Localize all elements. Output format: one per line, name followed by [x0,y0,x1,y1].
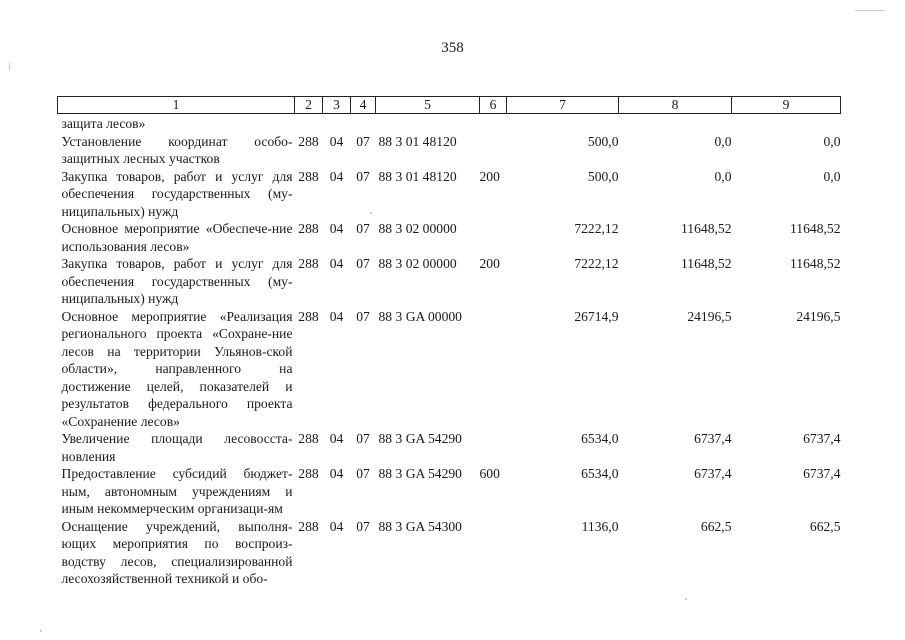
row-col6 [480,430,507,465]
row-name: Увеличение площади лесовосста-новления [61,431,293,464]
scan-speck [685,598,687,600]
row-name: защита лесов» [61,116,146,131]
row-col5: 88 3 01 48120 [378,133,457,149]
row-col8: 24196,5 [687,308,732,324]
row-col5: 88 3 GA 00000 [378,308,462,324]
row-col2: 288 [298,256,319,271]
row-col8: 662,5 [700,518,732,534]
row-col8 [619,114,732,133]
row-col7: 26714,9 [574,308,619,324]
col-header-4: 4 [351,97,376,114]
row-col4: 07 [356,133,370,149]
row-col7: 7222,12 [574,256,619,271]
row-col6 [480,308,507,431]
scan-speck [855,10,885,11]
row-col3: 04 [329,518,344,534]
col-header-1: 1 [58,97,295,114]
row-col9 [732,114,841,133]
row-col3: 04 [329,431,344,446]
table-row [58,518,841,588]
row-col5: 88 3 02 00000 [378,256,457,271]
scan-speck [9,63,10,71]
row-col4: 07 [356,431,370,446]
row-name: Предоставление субсидий бюджет-ным, автономным учреждениям и иным некоммерческим организаци-ям [61,466,293,516]
table-row [58,133,841,168]
row-col2: 288 [298,308,319,324]
row-name: Основное мероприятие «Обеспече-ние использования лесов» [61,221,293,254]
row-col6 [480,114,507,133]
row-col5: 88 3 GA 54290 [378,431,462,446]
row-col6 [480,220,507,255]
row-col7: 6534,0 [581,466,619,481]
row-col2: 288 [298,221,319,236]
row-col5 [376,114,480,133]
row-col8: 6737,4 [694,466,732,481]
table-row [58,430,841,465]
col-header-9: 9 [732,97,841,114]
row-col2: 288 [298,431,319,446]
col-header-6: 6 [480,97,507,114]
table-row [58,220,841,255]
row-col9: 11648,52 [790,221,841,236]
row-col3: 04 [329,133,344,149]
row-col4 [351,114,376,133]
budget-table [57,96,841,588]
scan-speck [40,630,42,632]
row-col5: 88 3 02 00000 [378,221,457,236]
col-header-3: 3 [323,97,351,114]
row-col9: 0,0 [823,168,841,184]
row-col4: 07 [356,168,370,184]
table-row [58,255,841,308]
row-name: Закупка товаров, работ и услуг для обеспечения государственных (му-ниципальных) нужд [61,168,293,219]
table-header-row [58,97,841,114]
row-col2: 288 [298,133,319,149]
row-col7: 1136,0 [581,518,619,534]
row-col6: 200 [479,168,500,184]
row-col2 [295,114,323,133]
scan-speck [370,212,372,214]
row-col7 [507,114,619,133]
row-col7: 500,0 [587,168,619,184]
col-header-5: 5 [376,97,480,114]
row-col6 [480,518,507,588]
row-col3: 04 [329,466,344,481]
row-col8: 6737,4 [694,431,732,446]
row-col3: 04 [329,221,344,236]
page-number: 358 [441,40,464,56]
row-name: Установление координат особо-защитных лесных участков [61,133,293,166]
row-col8: 11648,52 [681,221,732,236]
table-row [58,168,841,221]
row-col6 [480,133,507,168]
row-col8: 0,0 [714,168,732,184]
row-col4: 07 [356,466,370,481]
row-name: Закупка товаров, работ и услуг для обеспечения государственных (му-ниципальных) нужд [61,256,293,306]
row-col8: 11648,52 [681,256,732,271]
row-col9: 662,5 [809,518,841,534]
table-row [58,308,841,431]
row-col7: 500,0 [587,133,619,149]
row-col7: 7222,12 [574,221,619,236]
row-col9: 6737,4 [803,466,841,481]
row-col4: 07 [356,308,370,324]
row-col3: 04 [329,168,344,184]
row-col4: 07 [356,518,370,534]
row-col2: 288 [298,168,319,184]
row-col9: 24196,5 [796,308,841,324]
row-col8: 0,0 [714,133,732,149]
row-col7: 6534,0 [581,431,619,446]
col-header-2: 2 [295,97,323,114]
row-col9: 6737,4 [803,431,841,446]
row-col5: 88 3 01 48120 [378,168,457,184]
row-col4: 07 [356,256,370,271]
row-name: Основное мероприятие «Реализация регионального проекта «Сохране-ние лесов на территории Ульянов-ской области», направленного на достижение целей, показателей и результатов федерального проекта «Сохранение лесов» [61,308,293,429]
row-name: Оснащение учреждений, выполня-ющих мероприятия по воспроиз-водству лесов, специализированной лесохозяйственной техникой и обо- [61,518,293,586]
row-col6: 200 [479,256,500,271]
col-header-8: 8 [619,97,732,114]
row-col3: 04 [329,256,344,271]
row-col5: 88 3 GA 54300 [378,518,462,534]
row-col6: 600 [479,466,500,481]
row-col2: 288 [298,518,319,534]
row-col2: 288 [298,466,319,481]
row-col5: 88 3 GA 54290 [378,466,462,481]
row-col4: 07 [356,221,370,236]
row-col3 [323,114,351,133]
row-col3: 04 [329,308,344,324]
table-row [58,465,841,518]
row-col9: 0,0 [823,133,841,149]
table-row [58,114,841,133]
row-col9: 11648,52 [790,256,841,271]
col-header-7: 7 [507,97,619,114]
